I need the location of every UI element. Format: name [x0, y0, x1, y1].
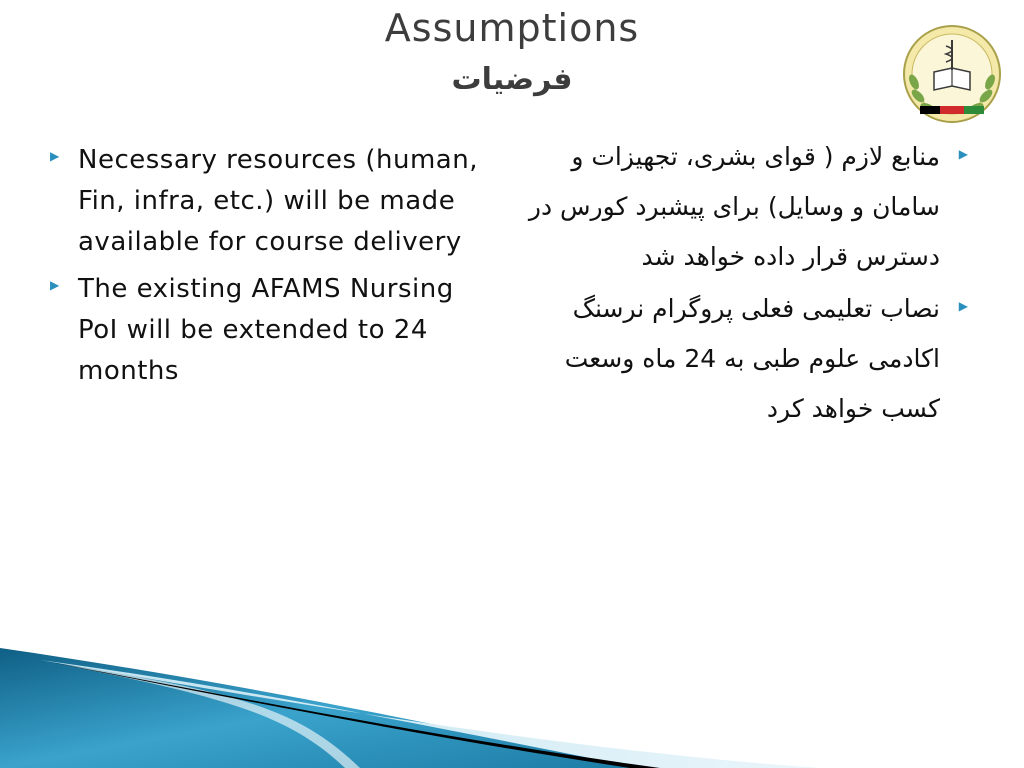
english-content	[48, 140, 478, 398]
bullet-text: نصاب تعلیمی فعلی پروگرام نرسنگ اکادمی علوم طبی به 24 ماه وسعت کسب خواهد کرد	[564, 294, 940, 423]
triangle-right-icon: ▶	[50, 149, 60, 163]
slide-title: Assumptions	[384, 6, 640, 50]
persian-content	[500, 132, 970, 436]
list-item	[48, 140, 478, 263]
list-item	[48, 269, 478, 392]
list-item	[500, 132, 970, 282]
english-bullet-list	[48, 140, 478, 392]
bullet-text: The existing AFAMS Nursing PoI will be extended to 24 months	[78, 274, 454, 386]
decorative-swoosh	[0, 640, 1024, 768]
bullet-text: منابع لازم ( قوای بشری، تجهیزات و سامان و وسایل) برای پیشبرد کورس در دسترس قرار داده خواهد شد	[528, 142, 940, 271]
bullet-text: Necessary resources (human, Fin, infra, etc.) will be made available for course delivery	[78, 145, 478, 257]
triangle-right-icon: ▶	[50, 278, 60, 292]
persian-bullet-list	[500, 132, 970, 434]
list-item	[500, 284, 970, 434]
slide-title-persian: فرضیات	[451, 62, 573, 97]
triangle-right-icon: ▶	[958, 299, 968, 313]
academy-emblem-logo	[900, 22, 1004, 126]
triangle-right-icon: ▶	[958, 147, 968, 161]
